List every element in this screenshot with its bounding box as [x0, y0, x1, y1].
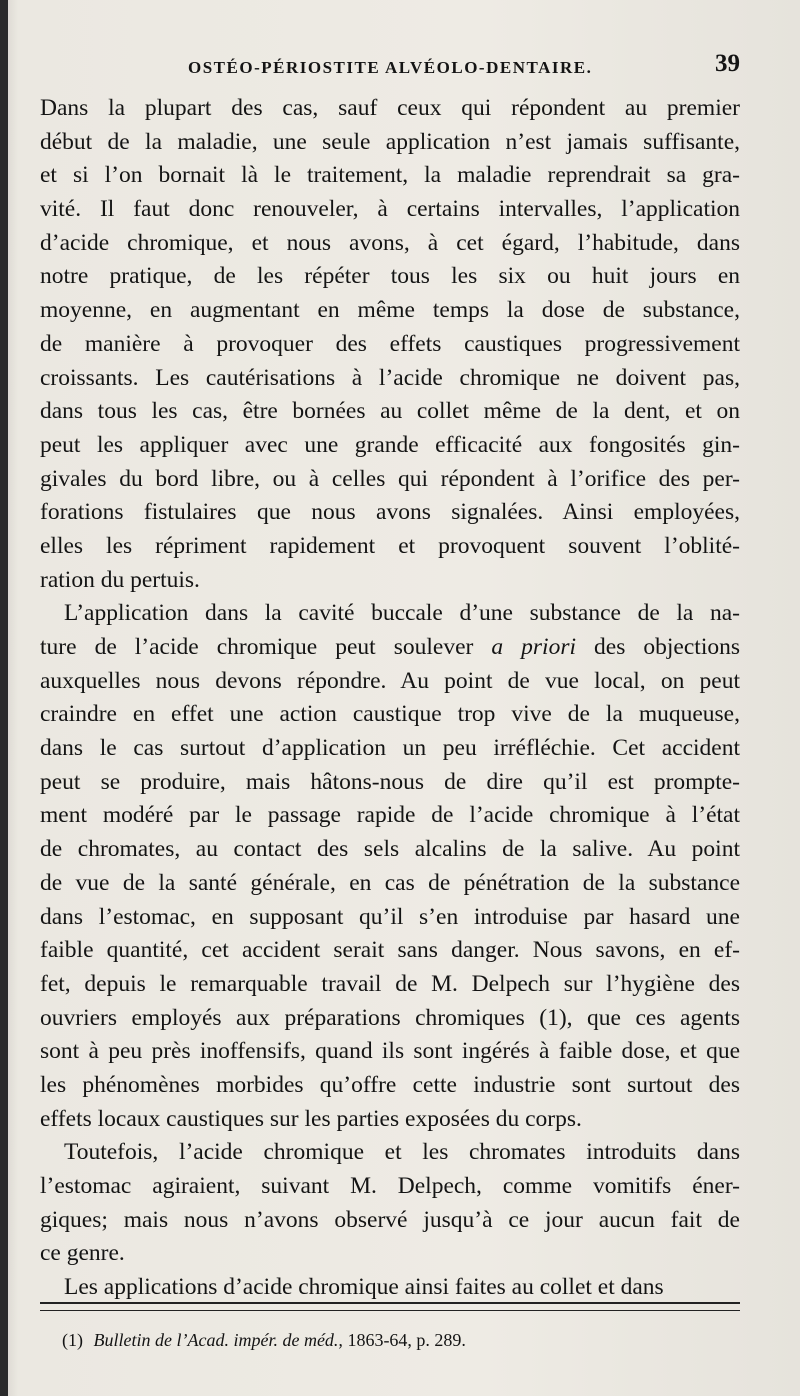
text-line: ouvriers employés aux préparations chromiques (1), que ces agents	[40, 1004, 740, 1031]
text-line: de vue de la santé générale, en cas de pénétration de la substance	[40, 869, 740, 896]
text-line: ration du pertuis.	[40, 566, 200, 593]
text-line: Dans la plupart des cas, sauf ceux qui répondent au premier	[40, 95, 740, 121]
text-line: croissants. Les cautérisations à l’acide chromique ne doivent pas,	[40, 364, 740, 391]
text-line: l’estomac agiraient, suivant M. Delpech, comme vomitifs éner-	[40, 1173, 740, 1199]
text-line: giques; mais nous n’avons observé jusqu’à ce jour aucun fait de	[40, 1206, 740, 1233]
text-line: L’application dans la cavité buccale d’une substance de la na-	[64, 600, 740, 627]
text-line: dans l’estomac, en supposant qu’il s’en introduise par hasard une	[40, 903, 740, 930]
text-line: début de la maladie, une seule application n’est jamais suffisante,	[40, 128, 740, 155]
text-line: sont à peu près inoffensifs, quand ils sont ingérés à faible dose, et que	[40, 1038, 740, 1065]
text-line: auxquelles nous devons répondre. Au point de vue local, on peut	[40, 667, 740, 694]
paragraph	[40, 1271, 740, 1305]
paragraph	[40, 1136, 740, 1271]
footnote-rule	[40, 1302, 740, 1304]
text-line: ce genre.	[40, 1240, 125, 1267]
text-line: Toutefois, l’acide chromique et les chromates introduits dans	[64, 1139, 740, 1166]
page-header	[40, 48, 740, 84]
text-line: forations fistulaires que nous avons signalées. Ainsi employées,	[40, 499, 740, 526]
text-line: ment modéré par le passage rapide de l’acide chromique à l’état	[40, 802, 740, 829]
footnote-rule-thin	[40, 1310, 740, 1311]
footnote	[62, 1330, 740, 1351]
text-line: craindre en effet une action caustique trop vive de la muqueuse,	[40, 701, 740, 728]
footnote-source: Bulletin de l’Acad. impér. de méd.,	[93, 1330, 343, 1350]
text-line: notre pratique, de les répéter tous les six ou huit jours en	[40, 263, 740, 290]
footnote-marker: (1)	[62, 1330, 83, 1350]
paragraph	[40, 92, 740, 597]
page-number: 39	[715, 50, 740, 77]
text-line: d’acide chromique, et nous avons, à cet égard, l’habitude, dans	[40, 229, 740, 256]
text-line: effets locaux caustiques sur les parties exposées du corps.	[40, 1105, 582, 1132]
text-line: peut les appliquer avec une grande efficacité aux fongosités gin-	[40, 431, 740, 458]
text-line: moyenne, en augmentant en même temps la dose de substance,	[40, 297, 740, 324]
text-line: elles les répriment rapidement et provoquent souvent l’oblité-	[40, 532, 740, 559]
text-line: les phénomènes morbides qu’offre cette industrie sont surtout des	[40, 1071, 740, 1098]
page-spine-shadow	[0, 0, 8, 1396]
text-line: dans tous les cas, être bornées au collet même de la dent, et on	[40, 398, 740, 425]
body-text	[40, 92, 740, 1305]
text-line: Les applications d’acide chromique ainsi faites au collet et dans	[64, 1274, 664, 1301]
running-head: OSTÉO-PÉRIOSTITE ALVÉOLO-DENTAIRE.	[188, 58, 593, 77]
paragraph	[40, 597, 740, 1136]
text-line: fet, depuis le remarquable travail de M. Delpech sur l’hygiène des	[40, 970, 740, 997]
footnote-details: 1863-64, p. 289.	[347, 1330, 466, 1350]
text-line: givales du bord libre, ou à celles qui répondent à l’orifice des per-	[40, 465, 740, 492]
text-line: et si l’on bornait là le traitement, la maladie reprendrait sa gra-	[40, 162, 740, 189]
text-line: faible quantité, cet accident serait sans danger. Nous savons, en ef-	[40, 937, 740, 964]
text-line: peut se produire, mais hâtons-nous de dire qu’il est prompte-	[40, 768, 740, 795]
text-line: de chromates, au contact des sels alcalins de la salive. Au point	[40, 836, 740, 863]
text-line: dans le cas surtout d’application un peu irréfléchie. Cet accident	[40, 735, 740, 762]
text-line: vité. Il faut donc renouveler, à certains intervalles, l’application	[40, 196, 740, 223]
text-line: de manière à provoquer des effets caustiques progressivement	[40, 330, 740, 357]
text-line: ture de l’acide chromique peut soulever a priori des objections	[40, 634, 740, 660]
